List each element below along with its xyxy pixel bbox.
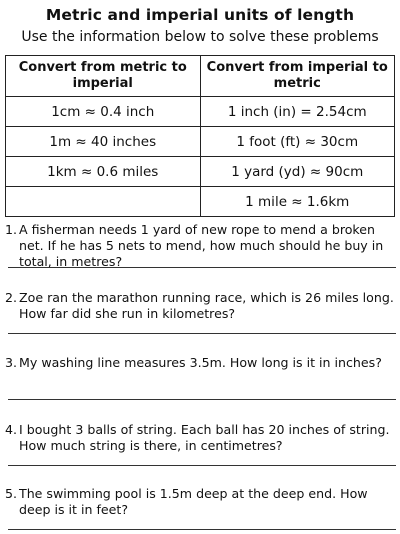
- table-cell: 1km ≈ 0.6 miles: [6, 157, 201, 187]
- table-cell: 1 foot (ft) ≈ 30cm: [200, 127, 395, 157]
- question-text: My washing line measures 3.5m. How long is it in inches?: [19, 355, 382, 370]
- question-text: The swimming pool is 1.5m deep at the deep end. How deep is it in feet?: [19, 486, 368, 517]
- question-2: [5, 290, 395, 322]
- question-5: [5, 486, 395, 518]
- table-row: [6, 187, 395, 217]
- answer-line-4[interactable]: [8, 465, 396, 466]
- answer-line-3[interactable]: [8, 399, 396, 400]
- table-row: [6, 157, 395, 187]
- table-cell: 1 mile ≈ 1.6km: [200, 187, 395, 217]
- question-number: 1.: [5, 222, 18, 237]
- question-1: [5, 222, 395, 270]
- question-number: 3.: [5, 355, 18, 370]
- answer-line-2[interactable]: [8, 333, 396, 334]
- table-cell-empty: [6, 187, 201, 217]
- question-4: [5, 422, 395, 454]
- table-row: [6, 127, 395, 157]
- page-title: Metric and imperial units of length: [45, 6, 355, 24]
- question-number: 4.: [5, 422, 18, 437]
- table-row: [6, 97, 395, 127]
- answer-line-1[interactable]: [8, 267, 396, 268]
- question-3: [5, 355, 395, 371]
- header-metric-to-imperial: Convert from metric to imperial: [6, 56, 201, 97]
- table-cell: 1cm ≈ 0.4 inch: [6, 97, 201, 127]
- question-number: 2.: [5, 290, 18, 305]
- question-text: A fisherman needs 1 yard of new rope to mend a broken net. If he has 5 nets to mend, how much should he buy in total, in metres?: [19, 222, 384, 269]
- table-header-row: [6, 56, 395, 97]
- table-cell: 1 inch (in) = 2.54cm: [200, 97, 395, 127]
- question-text: Zoe ran the marathon running race, which is 26 miles long. How far did she run in kilometres?: [19, 290, 394, 321]
- question-number: 5.: [5, 486, 18, 501]
- page-subtitle: Use the information below to solve these problems: [21, 29, 379, 45]
- header-imperial-to-metric: Convert from imperial to metric: [200, 56, 395, 97]
- conversion-table: [5, 55, 395, 217]
- table-cell: 1m ≈ 40 inches: [6, 127, 201, 157]
- question-text: I bought 3 balls of string. Each ball has 20 inches of string. How much string is there, in centimetres?: [19, 422, 390, 453]
- table-cell: 1 yard (yd) ≈ 90cm: [200, 157, 395, 187]
- answer-line-5[interactable]: [8, 529, 396, 530]
